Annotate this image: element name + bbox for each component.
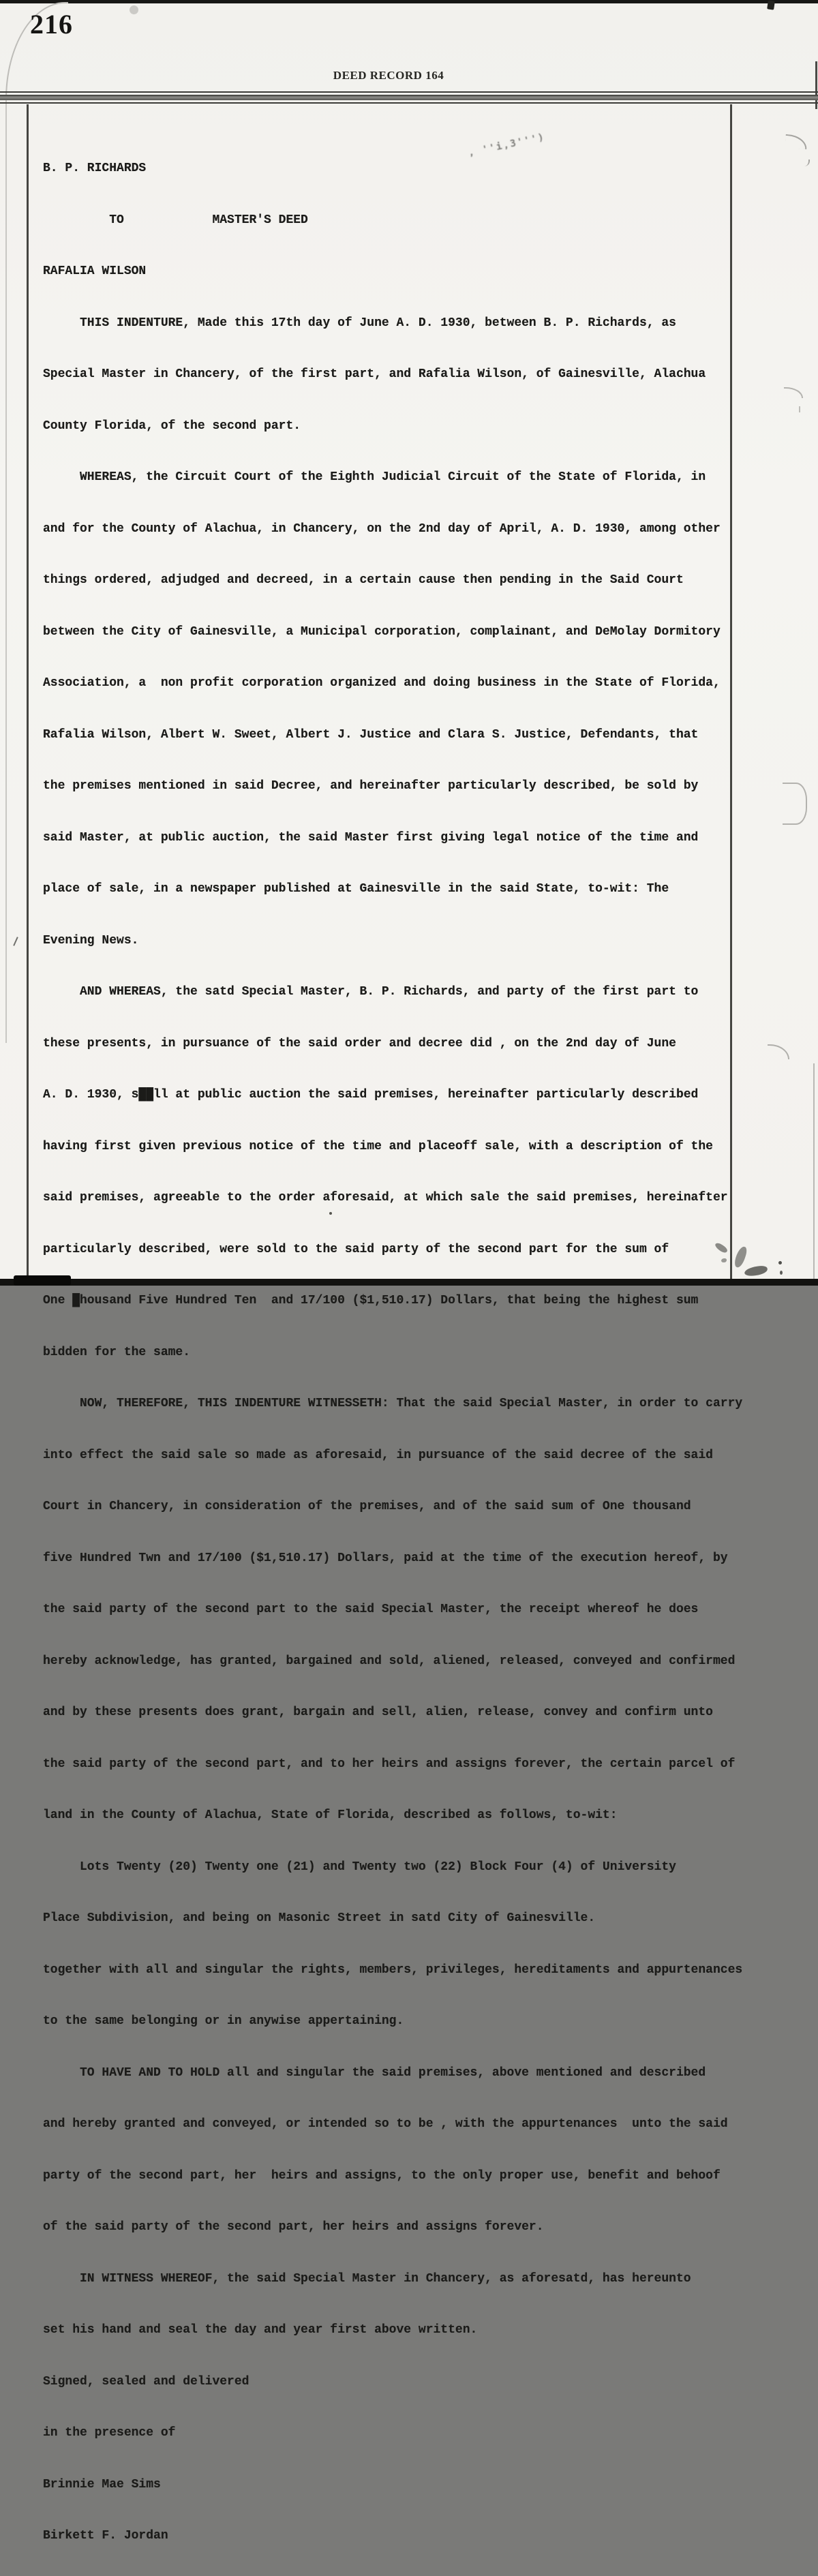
margin-rule-left: [27, 104, 29, 1286]
deed-text-line: particularly described, were sold to the said party of the second part for the sum of: [43, 1242, 669, 1256]
scan-top-edge: [0, 0, 818, 3]
deed-text-line: WHEREAS, the Circuit Court of the Eighth Judicial Circuit of the State of Florida, in: [43, 470, 706, 484]
deed-text-line: these presents, in pursuance of the said order and decree did , on the 2nd day of June: [43, 1036, 676, 1050]
deed-text-line: County Florida, of the second part.: [43, 419, 301, 433]
witness-name-line: Brinnie Mae Sims: [43, 2477, 161, 2491]
margin-pencil-mark: [784, 387, 803, 398]
deed-text-line: party of the second part, her heirs and assigns, to the only proper use, benefit and behoof: [43, 2168, 721, 2183]
corner-ink-dot: [778, 1261, 782, 1264]
deed-text-line: and hereby granted and conveyed, or intended so to be , with the appurtenances unto the said: [43, 2117, 728, 2131]
deed-text-line: A. D. 1930, s██ll at public auction the said premises, hereinafter particularly described: [43, 1088, 699, 1102]
page-number: 216: [30, 9, 73, 40]
deed-text-line: and for the County of Alachua, in Chancery, on the 2nd day of April, A. D. 1930, among other: [43, 521, 721, 536]
deed-text-line: to the same belonging or in anywise appertaining.: [43, 2014, 404, 2028]
to-instrument-line: TO MASTER'S DEED: [43, 213, 308, 227]
deed-text-line: into effect the said sale so made as aforesaid, in pursuance of the said decree of the said: [43, 1448, 713, 1462]
deed-text-line: set his hand and seal the day and year first above written.: [43, 2323, 478, 2337]
scan-bottom-edge-blob: [14, 1275, 71, 1286]
margin-bracket-mark: [783, 783, 807, 825]
page-left-edge: [5, 95, 7, 1043]
paper-speck: [130, 5, 138, 14]
margin-pencil-mark: [768, 1044, 789, 1059]
page-right-edge-bottom: [813, 1063, 815, 1286]
deed-text-line: and by these presents does grant, bargain and sell, alien, release, convey and confirm unto: [43, 1706, 713, 1719]
deed-text-line: the said party of the second part, and to her heirs and assigns forever, the certain parcel of: [43, 1757, 736, 1771]
property-description-line: Place Subdivision, and being on Masonic Street in satd City of Gainesville.: [43, 1911, 596, 1925]
deed-text-line: of the said party of the second part, her heirs and assigns forever.: [43, 2220, 544, 2234]
attestation-line: in the presence of: [43, 2426, 176, 2440]
deed-text-line: the premises mentioned in said Decree, and hereinafter particularly described, be sold by: [43, 779, 699, 793]
deed-text-line: hereby acknowledge, has granted, bargained and sold, aliened, released, conveyed and confirmed: [43, 1654, 736, 1668]
margin-tick-mark: [13, 937, 18, 946]
deed-text-line: things ordered, adjudged and decreed, in a certain cause then pending in the Said Court: [43, 573, 684, 587]
scan-bottom-edge: [0, 1279, 818, 1286]
deed-text-line: said premises, agreeable to the order aforesaid, at which sale the said premises, hereinafter: [43, 1191, 728, 1204]
deed-text-line: land in the County of Alachua, State of Florida, described as follows, to-wit:: [43, 1808, 618, 1822]
deed-text-line: Rafalia Wilson, Albert W. Sweet, Albert J. Justice and Clara S. Justice, Defendants, that: [43, 727, 699, 742]
deed-text-line: bidden for the same.: [43, 1345, 191, 1359]
deed-text-line: NOW, THEREFORE, THIS INDENTURE WITNESSETH: That the said Special Master, in order to carry: [43, 1397, 743, 1410]
deed-text-line: together with all and singular the rights, members, privileges, hereditaments and appurtenances: [43, 1963, 743, 1977]
grantor-name-line: B. P. RICHARDS: [43, 162, 147, 175]
deed-record-header: DEED RECORD 164: [333, 69, 444, 82]
deed-text-line: between the City of Gainesville, a Municipal corporation, complainant, and DeMolay Dormitory: [43, 624, 721, 639]
attestation-line: Signed, sealed and delivered: [43, 2374, 249, 2389]
margin-pencil-mark: [795, 406, 800, 412]
deed-text-line: five Hundred Twn and 17/100 ($1,510.17) Dollars, paid at the time of the execution hereof, by: [43, 1551, 728, 1565]
deed-text-line: said Master, at public auction, the said Master first giving legal notice of the time and: [43, 830, 699, 845]
corner-ink-dot: [780, 1271, 783, 1275]
deed-text-line: TO HAVE AND TO HOLD all and singular the said premises, above mentioned and described: [43, 2065, 706, 2080]
deed-text-line: Court in Chancery, in consideration of the premises, and of the said sum of One thousand: [43, 1500, 691, 1513]
property-description-line: Lots Twenty (20) Twenty one (21) and Twenty two (22) Block Four (4) of University: [43, 1860, 676, 1874]
deed-text-line: IN WITNESS WHEREOF, the said Special Master in Chancery, as aforesatd, has hereunto: [43, 2271, 691, 2286]
deed-text-line: having first given previous notice of the time and placeoff sale, with a description of the: [43, 1139, 713, 1153]
margin-pencil-mark: [785, 134, 807, 149]
deed-text-line: Special Master in Chancery, of the first part, and Rafalia Wilson, of Gainesville, Alachua: [43, 367, 706, 381]
witness-name-line: Birkett F. Jordan: [43, 2529, 168, 2543]
header-rule-thin-bottom: [0, 102, 818, 104]
grantee-name-line: RAFALIA WILSON: [43, 264, 147, 278]
margin-pencil-mark: [803, 160, 810, 166]
sale-amount-line: One █housand Five Hundred Ten and 17/100 ($1,510.17) Dollars, that being the highest sum: [43, 1294, 699, 1307]
ink-smudge-stamp: , ''i,3'''): [467, 132, 547, 159]
deed-text-line: place of sale, in a newspaper published at Gainesville in the said State, to-wit: The: [43, 882, 669, 896]
deed-text-line: Association, a non profit corporation organized and doing business in the State of Florida,: [43, 676, 721, 690]
scan-top-edge-mark: [767, 0, 775, 10]
header-rule-thick: [0, 95, 818, 100]
deed-text-line: the said party of the second part to the said Special Master, the receipt whereof he does: [43, 1603, 699, 1616]
header-rule-thin-top: [0, 91, 818, 93]
deed-text: [43, 130, 766, 2576]
deed-text-line: Evening News.: [43, 933, 139, 948]
deed-text-line: THIS INDENTURE, Made this 17th day of June A. D. 1930, between B. P. Richards, as: [43, 316, 676, 330]
deed-text-line: AND WHEREAS, the satd Special Master, B. P. Richards, and party of the first part to: [43, 985, 699, 999]
